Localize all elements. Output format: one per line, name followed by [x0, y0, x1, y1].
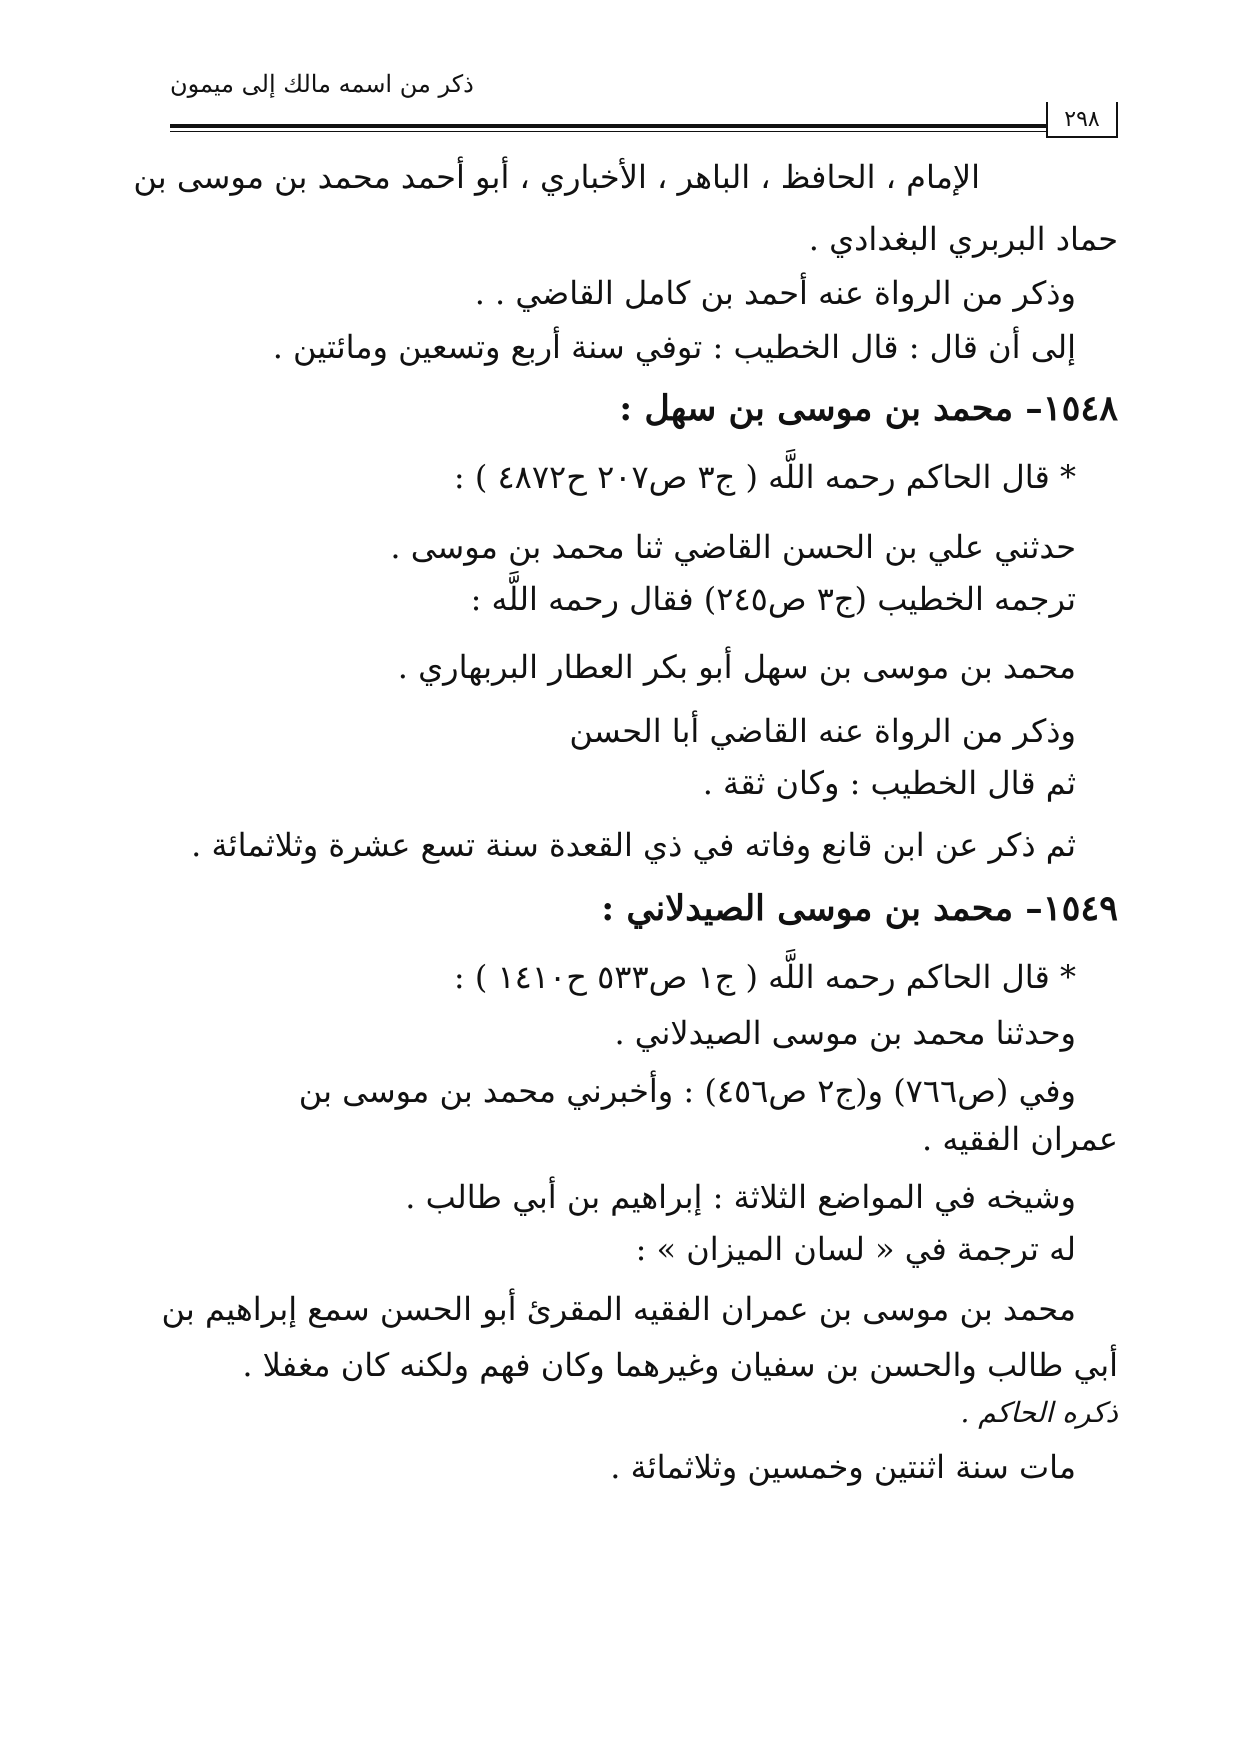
body-line: له ترجمة في « لسان الميزان » : [635, 1230, 1076, 1268]
body-line: وذكر من الرواة عنه أحمد بن كامل القاضي . . [474, 274, 1076, 312]
body-line: مات سنة اثنتين وخمسين وثلاثمائة . [610, 1448, 1076, 1486]
body-line: * قال الحاكم رحمه اللَّه ( ج١ ص٥٣٣ ح١٤١٠ ) : [453, 958, 1076, 996]
body-line: وذكر من الرواة عنه القاضي أبا الحسن [569, 712, 1076, 750]
page-number: ٢٩٨ [1046, 102, 1118, 138]
header-rule-thick [170, 124, 1050, 128]
body-line: الإمام ، الحافظ ، الباهر ، الأخباري ، أبو أحمد محمد بن موسى بن [133, 158, 980, 196]
body-line: ترجمه الخطيب (ج٣ ص٢٤٥) فقال رحمه اللَّه : [470, 580, 1076, 618]
body-line: حدثني علي بن الحسن القاضي ثنا محمد بن موسى . [390, 528, 1076, 566]
body-line: محمد بن موسى بن سهل أبو بكر العطار البربهاري . [397, 648, 1076, 686]
body-line: وحدثنا محمد بن موسى الصيدلاني . [614, 1014, 1076, 1052]
handwritten-annotation: ذكره الحاكم . [960, 1396, 1118, 1429]
body-line: ثم ذكر عن ابن قانع وفاته في ذي القعدة سنة تسع عشرة وثلاثمائة . [191, 826, 1076, 864]
body-line: إلى أن قال : قال الخطيب : توفي سنة أربع وتسعين ومائتين . [272, 328, 1076, 366]
header-rule-thin [170, 131, 1050, 132]
body-line: عمران الفقيه . [922, 1120, 1118, 1158]
body-line: حماد البربري البغدادي . [808, 220, 1118, 258]
body-line: ثم قال الخطيب : وكان ثقة . [702, 764, 1076, 802]
running-title: ذكر من اسمه مالك إلى ميمون [170, 70, 474, 98]
body-line: * قال الحاكم رحمه اللَّه ( ج٣ ص٢٠٧ ح٤٨٧٢ ) : [453, 458, 1076, 496]
body-line: وفي (ص٧٦٦) و(ج٢ ص٤٥٦) : وأخبرني محمد بن موسى بن [298, 1072, 1076, 1110]
entry-heading-1549: ١٥٤٩– محمد بن موسى الصيدلاني : [601, 888, 1118, 929]
running-head [170, 70, 1118, 100]
body-line: وشيخه في المواضع الثلاثة : إبراهيم بن أبي طالب . [405, 1178, 1076, 1216]
entry-heading-1548: ١٥٤٨– محمد بن موسى بن سهل : [619, 388, 1118, 429]
body-line: أبي طالب والحسن بن سفيان وغيرهما وكان فهم ولكنه كان مغفلا . [242, 1346, 1118, 1384]
body-line: محمد بن موسى بن عمران الفقيه المقرئ أبو الحسن سمع إبراهيم بن [161, 1290, 1076, 1328]
